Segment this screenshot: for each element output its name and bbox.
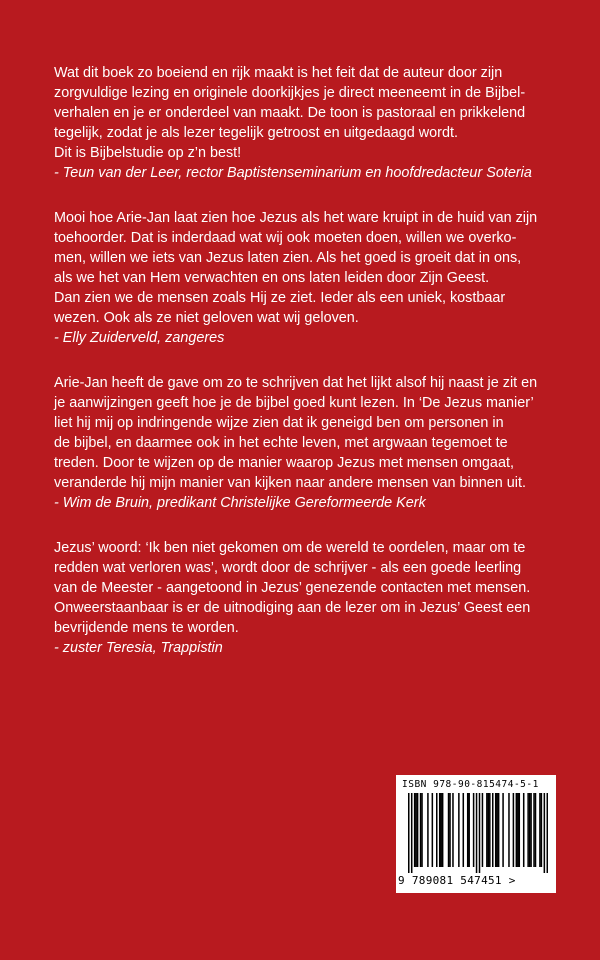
blurb-line: zorgvuldige lezing en originele doorkijkjes je direct meeneemt in de Bijbel-	[54, 85, 526, 101]
barcode-bar	[535, 793, 537, 867]
barcode-bar	[529, 793, 531, 867]
blurb-line: veranderde hij mijn manier van kijken naar andere mensen van binnen uit.	[54, 475, 526, 491]
barcode-bar	[440, 793, 442, 867]
barcode-bar	[486, 793, 488, 867]
barcode-bar	[527, 793, 529, 867]
barcode-bar	[513, 793, 515, 867]
barcode-bar	[496, 793, 498, 867]
blurb-line: bevrijdende mens te worden.	[54, 620, 239, 636]
barcode-bar	[463, 793, 465, 867]
barcode-bar	[476, 793, 478, 873]
barcode-bar	[420, 793, 422, 867]
barcode-bar	[448, 793, 450, 867]
blurb-line: men, willen we iets van Jezus laten zien. Als het goed is groeit dat in ons,	[54, 250, 522, 266]
blurb-line: Onweerstaanbaar is er de uitnodiging aan de lezer om in Jezus’ Geest een	[54, 600, 531, 616]
barcode-bar	[482, 793, 484, 867]
barcode-bar	[489, 793, 491, 867]
blurb-line: Dan zien we de mensen zoals Hij ze ziet. Ieder als een uniek, kostbaar	[54, 290, 506, 306]
blurb-line: toehoorder. Dat is inderdaad wat wij ook moeten doen, willen we overko-	[54, 230, 517, 246]
blurb-line: tegelijk, zodat je als lezer tegelijk getroost en uitgedaagd wordt.	[54, 125, 458, 141]
blurb-line: wezen. Ook als ze niet geloven wat wij geloven.	[54, 310, 359, 326]
barcode-bar	[508, 793, 510, 867]
blurb-line: Wat dit boek zo boeiend en rijk maakt is het feit dat de auteur door zijn	[54, 65, 503, 81]
blurb-line: redden wat verloren was’, wordt door de schrijver - als een goede leerling	[54, 560, 522, 576]
blurb-attribution: - zuster Teresia, Trappistin	[54, 640, 223, 656]
barcode-box	[396, 775, 556, 893]
barcode-bar	[544, 793, 546, 873]
barcode-bar	[492, 793, 494, 867]
barcode-bar	[449, 793, 451, 867]
blurb-line: Jezus’ woord: ‘Ik ben niet gekomen om de wereld te oordelen, maar om te	[54, 540, 526, 556]
barcode-bar	[415, 793, 417, 867]
blurb-attribution: - Teun van der Leer, rector Baptistenseminarium en hoofdredacteur Soteria	[54, 165, 532, 181]
barcode-bar	[442, 793, 444, 867]
blurb-line: als we het van Hem verwachten en ons laten leiden door Zijn Geest.	[54, 270, 490, 286]
barcode-bar	[411, 793, 413, 873]
barcode-bar	[523, 793, 525, 867]
barcode-bar	[516, 793, 518, 867]
blurb-line: Arie-Jan heeft de gave om zo te schrijven dat het lijkt alsof hij naast je zit en	[54, 375, 538, 391]
blurb-line: van de Meester - aangetoond in Jezus’ genezende contacten met mensen.	[54, 580, 531, 596]
barcode-bar	[414, 793, 416, 867]
barcode-bar	[421, 793, 423, 867]
blurb-line: je aanwijzingen geeft hoe je de bijbel goed kunt lezen. In ‘De Jezus manier’	[54, 395, 534, 411]
barcode-bar	[547, 793, 548, 873]
barcode-bar	[473, 793, 475, 867]
barcode-bar	[417, 793, 419, 867]
barcode-bars	[408, 793, 548, 873]
blurb-wim	[54, 373, 554, 513]
blurb-line: verhalen en je er onderdeel van maakt. De toon is pastoraal en prikkelend	[54, 105, 526, 121]
blurb-elly	[54, 208, 554, 348]
blurb-line: Mooi hoe Arie-Jan laat zien hoe Jezus als het ware kruipt in de huid van zijn	[54, 210, 538, 226]
barcode-bar	[495, 793, 497, 867]
blurb-attribution: - Elly Zuiderveld, zangeres	[54, 330, 225, 346]
blurb-line: treden. Door te wijzen op de manier waarop Jezus met mensen omgaat,	[54, 455, 514, 471]
barcode-bar	[436, 793, 438, 867]
barcode-bar	[408, 793, 410, 873]
barcode-bar	[452, 793, 454, 867]
isbn-label: ISBN 978-90-815474-5-1	[402, 779, 539, 790]
barcode-bar	[502, 793, 504, 867]
barcode-bar	[488, 793, 490, 867]
barcode-bar	[458, 793, 460, 867]
blurb-line: Dit is Bijbelstudie op z’n best!	[54, 145, 242, 161]
barcode-bar	[439, 793, 441, 867]
barcode-bar	[519, 793, 521, 867]
blurb-line: de bijbel, en daarmee ook in het echte leven, met argwaan tegemoet te	[54, 435, 508, 451]
barcode-bar	[427, 793, 429, 867]
blurb-attribution: - Wim de Bruin, predikant Christelijke Gereformeerde Kerk	[54, 495, 426, 511]
barcode-bar	[432, 793, 434, 867]
blurb-line: liet hij mij op indringende wijze zien dat ik geneigd ben om personen in	[54, 415, 504, 431]
barcode-digits: 9 789081 547451 >	[398, 874, 516, 887]
blurb-teresia	[54, 538, 554, 658]
blurb-teun	[54, 63, 554, 183]
barcode-bar	[533, 793, 535, 867]
barcode-bar	[498, 793, 500, 867]
barcode-bar	[539, 793, 541, 867]
barcode-bar	[530, 793, 532, 867]
barcode-bar	[468, 793, 470, 867]
barcode-bar	[541, 793, 543, 867]
barcode-bar	[467, 793, 469, 867]
barcode-bar	[517, 793, 519, 867]
blurbs	[54, 63, 554, 683]
barcode-bar	[479, 793, 481, 873]
